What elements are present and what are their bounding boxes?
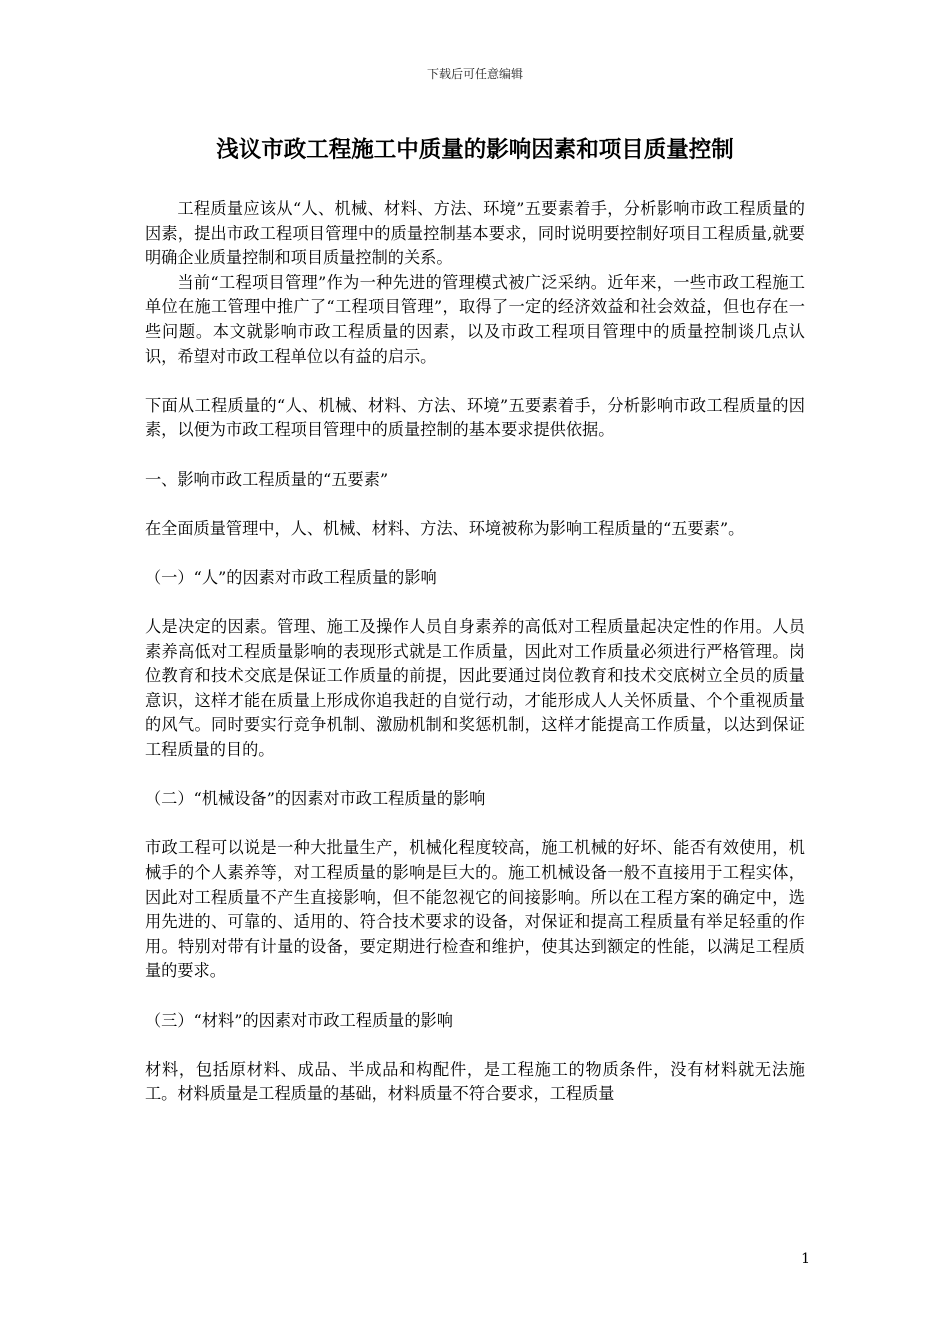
paragraph-machinery: 市政工程可以说是一种大批量生产，机械化程度较高，施工机械的好坏、能否有效使用，机械手的个人素养等，对工程质量的影响是巨大的。施工机械设备一般不直接用于工程实体，因此对工程质量不产生直接影响，但不能忽视它的间接影响。所以在工程方案的确定中，选用先进的、可靠的、适用的、符合技术要求的设备，对保证和提高工程质量有举足轻重的作用。特别对带有计量的设备，要定期进行检查和维护，使其达到额定的性能，以满足工程质量的要求。: [145, 838, 805, 981]
document-body: [145, 197, 805, 1107]
subsection-heading-machinery: （二）“机械设备”的因素对市政工程质量的影响: [145, 789, 486, 809]
subsection-heading-materials: （三）“材料”的因素对市政工程质量的影响: [145, 1010, 453, 1030]
page-number: 1: [801, 1251, 810, 1267]
document-title: 浅议市政工程施工中质量的影响因素和项目质量控制: [216, 137, 734, 163]
header-note: 下载后可任意编辑: [426, 67, 523, 81]
paragraph-intro-2: 当前“工程项目管理”作为一种先进的管理模式被广泛采纳。近年来，一些市政工程施工单位在施工管理中推广了“工程项目管理”，取得了一定的经济效益和社会效益，但也存在一些问题。本文就影响市政工程质量的因素，以及市政工程项目管理中的质量控制谈几点认识，希望对市政工程单位以有益的启示。: [145, 272, 805, 366]
section-heading-1: 一、影响市政工程质量的“五要素”: [145, 469, 389, 489]
paragraph-overview: 下面从工程质量的“人、机械、材料、方法、环境”五要素着手，分析影响市政工程质量的因素，以便为市政工程项目管理中的质量控制的基本要求提供依据。: [145, 395, 805, 440]
subsection-heading-people: （一）“人”的因素对市政工程质量的影响: [145, 567, 437, 587]
paragraph-intro-1: 工程质量应该从“人、机械、材料、方法、环境”五要素着手，分析影响市政工程质量的因素，提出市政工程项目管理中的质量控制基本要求，同时说明要控制好项目工程质量,就要明确企业质量控制和项目质量控制的关系。: [145, 199, 805, 268]
paragraph-materials: 材料，包括原材料、成品、半成品和构配件，是工程施工的物质条件，没有材料就无法施工。材料质量是工程质量的基础，材料质量不符合要求，工程质量: [145, 1059, 805, 1104]
paragraph-five-factors: 在全面质量管理中，人、机械、材料、方法、环境被称为影响工程质量的“五要素”。: [145, 518, 745, 538]
paragraph-people: 人是决定的因素。管理、施工及操作人员自身素养的高低对工程质量起决定性的作用。人员素养高低对工程质量影响的表现形式就是工作质量，因此对工作质量必须进行严格管理。岗位教育和技术交底是保证工作质量的前提，因此要通过岗位教育和技术交底树立全员的质量意识，这样才能在质量上形成你追我赶的自觉行动，才能形成人人关怀质量、个个重视质量的风气。同时要实行竞争机制、激励机制和奖惩机制，这样才能提高工作质量，以达到保证工程质量的目的。: [145, 617, 805, 760]
